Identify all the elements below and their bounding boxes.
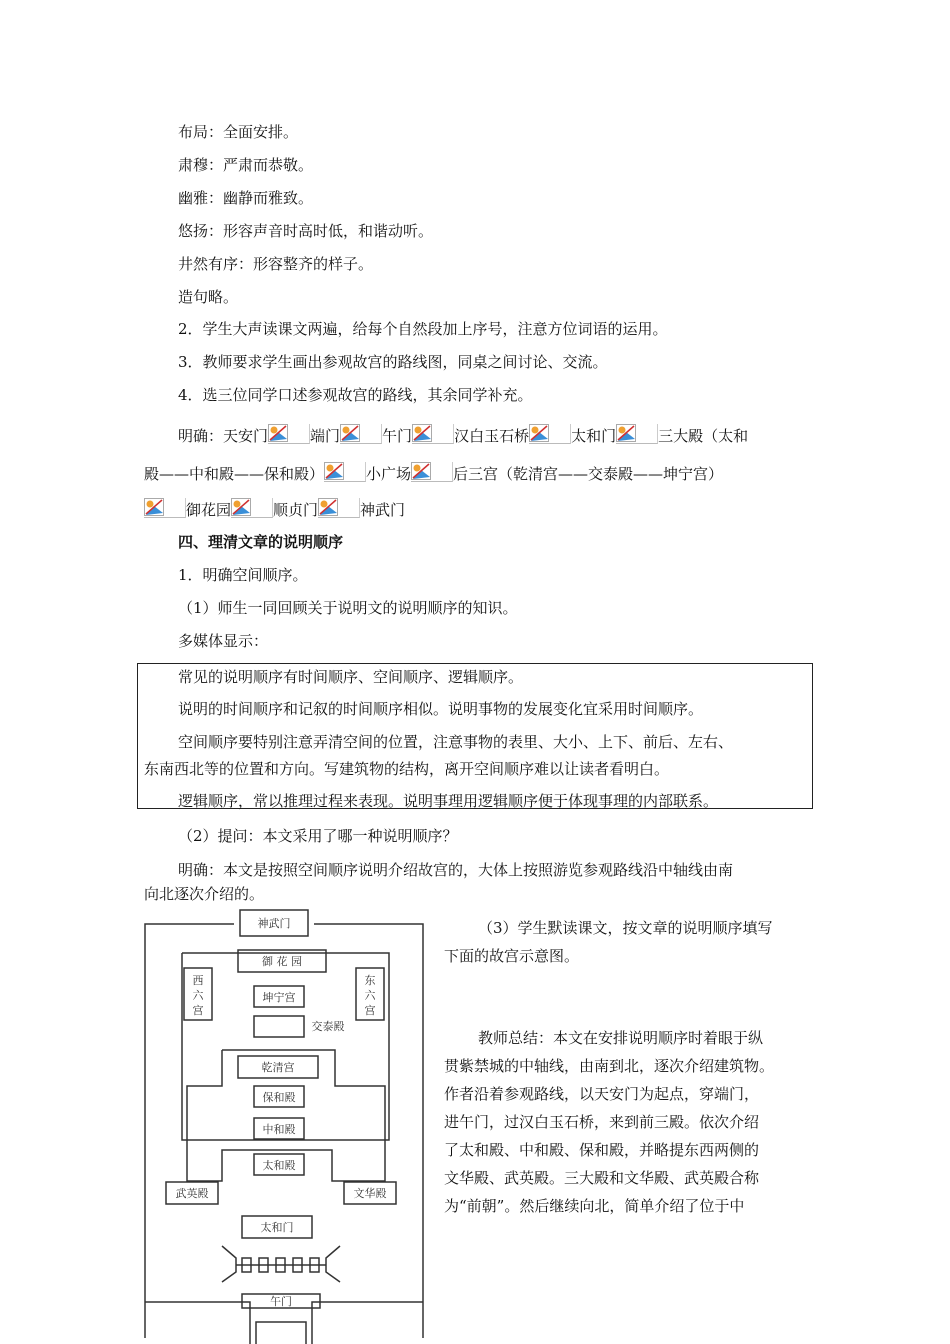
arrow-image-icon: [231, 498, 273, 518]
route-stop: 小广场: [366, 465, 412, 483]
arrow-image-icon: [529, 424, 571, 444]
arrow-image-icon: [144, 498, 186, 518]
route-stop: 殿——中和殿——保和殿）: [144, 465, 325, 483]
question: （2）提问：本文采用了哪一种说明顺序？: [178, 827, 458, 845]
box-line: 逻辑顺序，常以推理过程来表现。说明事理用逻辑顺序便于体现事理的内部联系。: [178, 792, 719, 810]
map-label: 保和殿: [262, 1091, 296, 1104]
route-stop: 午门: [382, 427, 413, 445]
map-label: 交泰殿: [311, 1020, 345, 1033]
route-stop: 汉白玉石桥: [454, 427, 530, 445]
map-label: 中和殿: [262, 1123, 296, 1136]
box-line: 常见的说明顺序有时间顺序、空间顺序、逻辑顺序。: [178, 668, 524, 686]
summary-line: 作者沿着参观路线，以天安门为起点，穿端门，: [444, 1085, 760, 1103]
map-label: 宫: [364, 1004, 376, 1017]
paragraph: 多媒体显示：: [178, 632, 269, 650]
arrow-image-icon: [412, 424, 454, 444]
arrow-image-icon: [616, 424, 658, 444]
route-stop: 后三宫（乾清宫——交泰殿——坤宁宫）: [453, 465, 724, 483]
map-label: 六: [192, 989, 204, 1002]
answer-line: 明确：本文是按照空间顺序说明介绍故宫的，大体上按照游览参观路线沿中轴线由南: [178, 861, 734, 879]
vocab-line: 井然有序：形容整齐的样子。: [178, 255, 374, 273]
bridge: [222, 1246, 236, 1282]
map-label: 东: [364, 974, 376, 987]
map-label: 武英殿: [175, 1187, 209, 1200]
map-label: 坤宁宫: [262, 991, 296, 1004]
box-line: 说明的时间顺序和记叙的时间顺序相似。说明事物的发展变化宜采用时间顺序。: [178, 700, 704, 718]
map-label: 神武门: [257, 917, 291, 930]
bridge: [326, 1246, 340, 1282]
step-line: 4．选三位同学口述参观故宫的路线，其余同学补充。: [178, 386, 533, 404]
route-line-2: [144, 462, 723, 484]
jiaotaidian-box: [254, 1016, 304, 1037]
outer-wall: [145, 924, 234, 1338]
vocab-line: 布局：全面安排。: [178, 123, 299, 141]
map-label: 宫: [192, 1004, 204, 1017]
summary-line: 进午门，过汉白玉石桥，来到前三殿。依次介绍: [444, 1113, 760, 1131]
q3-line: 下面的故宫示意图。: [444, 947, 580, 965]
map-label: 文华殿: [353, 1187, 387, 1200]
arrow-image-icon: [318, 498, 360, 518]
summary-line: 为“前朝”。然后继续向北，简单介绍了位于中: [444, 1197, 745, 1215]
vocab-line: 悠扬：形容声音时高时低，和谐动听。: [178, 222, 434, 240]
section-heading: 四、理清文章的说明顺序: [178, 533, 344, 551]
summary-line: 教师总结：本文在安排说明顺序时着眼于纵: [478, 1029, 764, 1047]
route-stop: 太和门: [571, 427, 617, 445]
map-label: 御 花 园: [262, 955, 302, 968]
map-label: 乾清宫: [261, 1061, 295, 1074]
vocab-line: 造句略。: [178, 288, 239, 306]
arrow-image-icon: [324, 462, 366, 482]
step-line: 2．学生大声读课文两遍，给每个自然段加上序号，注意方位词语的运用。: [178, 320, 668, 338]
summary-line: 贯紫禁城的中轴线，由南到北，逐次介绍建筑物。: [444, 1057, 775, 1075]
route-stop: 端门: [310, 427, 341, 445]
arrow-image-icon: [340, 424, 382, 444]
box-line: 空间顺序要特别注意弄清空间的位置，注意事物的表里、大小、上下、前后、左右、: [178, 733, 734, 751]
route-line-3: [144, 498, 405, 520]
route-stop: 顺贞门: [273, 501, 319, 519]
route-stop: 三大殿（太和: [658, 427, 749, 445]
summary-line: 了太和殿、中和殿、保和殿，并略提东西两侧的: [444, 1141, 760, 1159]
paragraph: （1）师生一同回顾关于说明文的说明顺序的知识。: [178, 599, 518, 617]
route-line-1: [178, 424, 748, 446]
paragraph: 1．明确空间顺序。: [178, 566, 308, 584]
arrow-image-icon: [411, 462, 453, 482]
step-line: 3．教师要求学生画出参观故宫的路线图，同桌之间讨论、交流。: [178, 353, 608, 371]
map-label: 太和殿: [262, 1159, 296, 1172]
vocab-line: 肃穆：严肃而恭敬。: [178, 156, 314, 174]
route-stop: 天安门: [223, 427, 269, 445]
route-stop: 御花园: [186, 501, 232, 519]
forbidden-city-map: [142, 908, 432, 1344]
map-label: 太和门: [260, 1221, 294, 1234]
map-label: 六: [364, 989, 376, 1002]
q3-line: （3）学生默读课文，按文章的说明顺序填写: [478, 919, 773, 937]
box-line: 东南西北等的位置和方向。写建筑物的结构，离开空间顺序难以让读者看明白。: [144, 760, 670, 778]
map-label: 西: [192, 974, 204, 987]
answer-line: 向北逐次介绍的。: [144, 885, 265, 903]
map-label: 午门: [270, 1295, 292, 1308]
route-stop: 神武门: [360, 501, 406, 519]
route-label: 明确：: [178, 427, 224, 445]
summary-line: 文华殿、武英殿。三大殿和文华殿、武英殿合称: [444, 1169, 760, 1187]
vocab-line: 幽雅：幽静而雅致。: [178, 189, 314, 207]
arrow-image-icon: [268, 424, 310, 444]
